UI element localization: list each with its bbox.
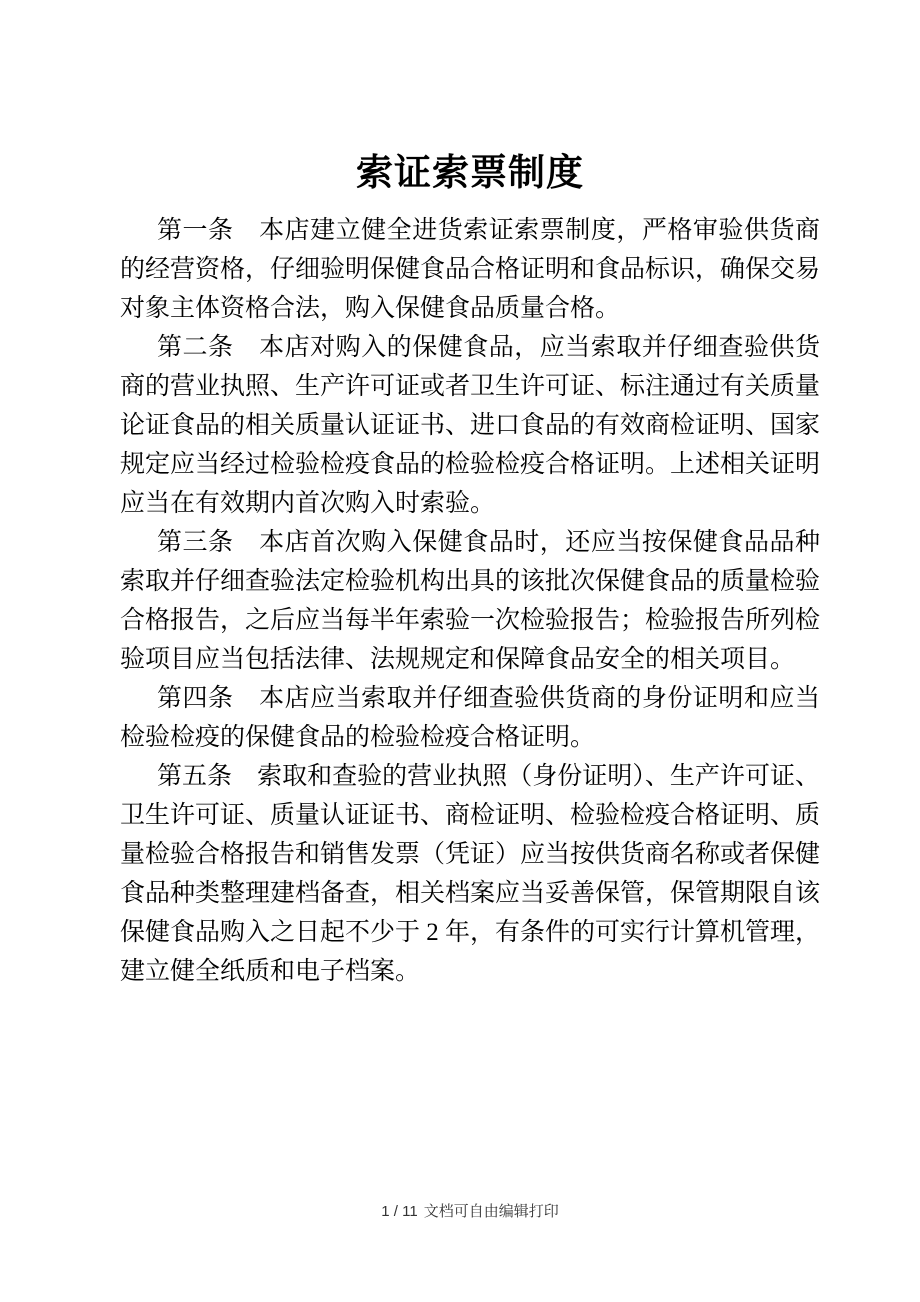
page-number-indicator: 1 / 11 <box>381 1203 418 1220</box>
document-body <box>120 211 820 991</box>
paragraph-article-5: 第五条 索取和查验的营业执照（身份证明）、生产许可证、卫生许可证、质量认证证书、商检证明、检验检疫合格证明、质量检验合格报告和销售发票（凭证）应当按供货商名称或者保健食品种类整理建档备查，相关档案应当妥善保管，保管期限自该保健食品购入之日起不少于 2 年，有条件的可实行计算机管理，建立健全纸质和电子档案。 <box>120 763 821 985</box>
paragraph-article-4: 第四条 本店应当索取并仔细查验供货商的身份证明和应当检验检疫的保健食品的检验检疫合格证明。 <box>120 685 820 751</box>
footer-note: 文档可自由编辑打印 <box>423 1203 559 1220</box>
paragraph-article-3: 第三条 本店首次购入保健食品时，还应当按保健食品品种索取并仔细查验法定检验机构出具的该批次保健食品的质量检验合格报告，之后应当每半年索验一次检验报告；检验报告所列检验项目应当包括法律、法规规定和保障食品安全的相关项目。 <box>120 529 821 673</box>
document-title: 索证索票制度 <box>356 153 584 194</box>
paragraph-article-2: 第二条 本店对购入的保健食品，应当索取并仔细查验供货商的营业执照、生产许可证或者卫生许可证、标注通过有关质量论证食品的相关质量认证证书、进口食品的有效商检证明、国家规定应当经过检验检疫食品的检验检疫合格证明。上述相关证明应当在有效期内首次购入时索验。 <box>120 334 821 517</box>
paragraph-article-1: 第一条 本店建立健全进货索证索票制度，严格审验供货商的经营资格，仔细验明保健食品合格证明和食品标识，确保交易对象主体资格合法，购入保健食品质量合格。 <box>120 217 821 322</box>
document-content <box>120 150 820 991</box>
page-footer <box>120 1202 820 1222</box>
